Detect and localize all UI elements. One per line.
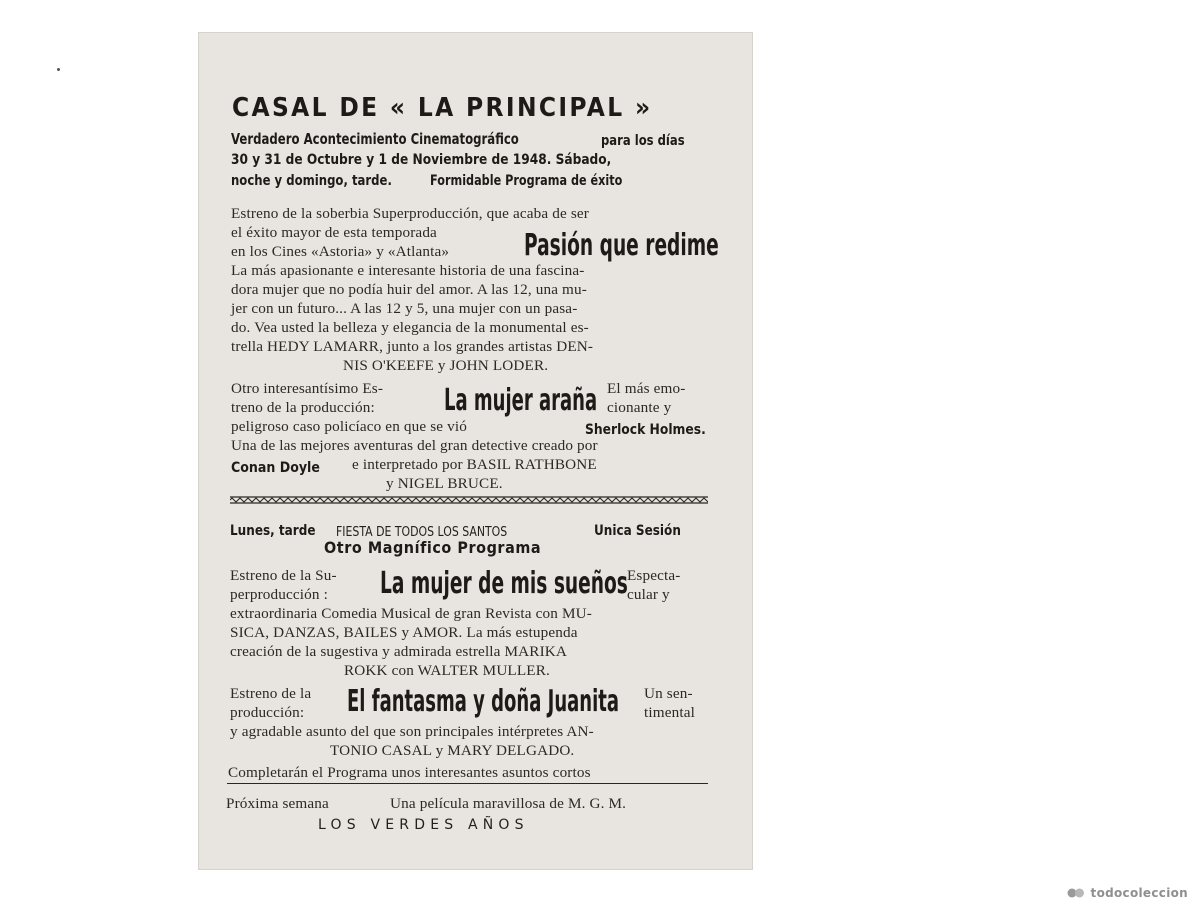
film2-detective-name: Sherlock Holmes. [585,422,706,438]
film3-title: La mujer de mis sueños [380,566,628,601]
film1-line-8: trella HEDY LAMARR, junto a los grandes artistas DEN- [231,338,594,355]
film2-line-3: peligroso caso policíaco en que se vió [231,418,467,435]
wavy-divider [230,496,708,504]
cinema-title [232,93,699,123]
film2-author: Conan Doyle [231,460,320,476]
film1-line-3: en los Cines «Astoria» y «Atlanta» [231,243,450,260]
film3-right-2: cular y [627,586,670,603]
film2-right-2: cionante y [607,399,672,416]
film2-line-5: e interpretado por BASIL RATHBONE [352,456,597,473]
film1-line-4: La más apasionante e interesante historia de una fascina- [231,262,585,279]
monday-program-heading: Otro Magnífico Programa [324,538,542,557]
film1-title: Pasión que redime [524,228,719,263]
film3-line-3: extraordinaria Comedia Musical de gran Revista con MU- [230,605,592,622]
film3-line-1: Estreno de la Su- [230,567,337,584]
film1-line-2: el éxito mayor de esta temporada [231,224,437,241]
film3-line-5: creación de la sugestiva y admirada estrella MARIKA [230,643,568,660]
footer-rule [227,783,708,784]
film3-line-4: SICA, DANZAS, BAILES y AMOR. La más estupenda [230,624,578,641]
film1-line-7: do. Vea usted la belleza y elegancia de la monumental es- [231,319,589,336]
film3-line-6: ROKK con WALTER MULLER. [344,662,550,679]
monday-line: Lunes, tarde [230,523,316,539]
header-line-3: noche y domingo, tarde. [231,172,392,189]
film2-line-6: y NIGEL BRUCE. [386,475,503,492]
film4-line-4: TONIO CASAL y MARY DELGADO. [330,742,575,759]
film1-line-6: jer con un futuro... A las 12 y 5, una mujer con un pasa- [231,300,578,317]
monday-session: Unica Sesión [594,523,681,539]
header-line-3b: Formidable Programa de éxito [430,172,623,189]
header-line-1-tail: para los días [601,133,685,149]
film4-title: El fantasma y doña Juanita [347,684,620,719]
film1-line-1: Estreno de la soberbia Superproducción, que acaba de ser [231,205,589,222]
film2-line-4: Una de las mejores aventuras del gran detective creado por [231,437,598,454]
film2-right-1: El más emo- [607,380,686,397]
todocoleccion-watermark: todocoleccion [1067,886,1188,900]
header-line-1 [231,129,600,148]
film3-line-2: perproducción : [230,586,328,603]
film4-line-3: y agradable asunto del que son principales intérpretes AN- [230,723,594,740]
film1-line-9: NIS O'KEEFE y JOHN LODER. [343,357,549,374]
monday-holiday: FIESTA DE TODOS LOS SANTOS [336,525,508,540]
film1-line-5: dora mujer que no podía huir del amor. A las 12, una mu- [231,281,587,298]
event-headline: Verdadero Acontecimiento Cinematográfico [231,130,519,148]
film2-line-1: Otro interesantísimo Es- [231,380,384,397]
next-week-label: Próxima semana [226,795,329,812]
next-week-studio: Una película maravillosa de M. G. M. [390,795,627,812]
film2-title: La mujer araña [444,383,598,418]
film4-right-1: Un sen- [644,685,693,702]
film4-line-2: producción: [230,704,305,721]
next-week-film: LOS VERDES AÑOS [318,817,529,833]
film4-line-1: Estreno de la [230,685,312,702]
film2-line-2: treno de la producción: [231,399,375,416]
scan-speck [57,68,60,71]
completion-note: Completarán el Programa unos interesantes asuntos cortos [228,764,591,781]
film4-right-2: timental [644,704,695,721]
cinema-name: CASAL DE « LA PRINCIPAL » [232,93,653,123]
header-dates: 30 y 31 de Octubre y 1 de Noviembre de 1948. Sábado, [231,151,612,168]
todocoleccion-logo-icon [1067,886,1085,900]
film3-right-1: Especta- [627,567,681,584]
